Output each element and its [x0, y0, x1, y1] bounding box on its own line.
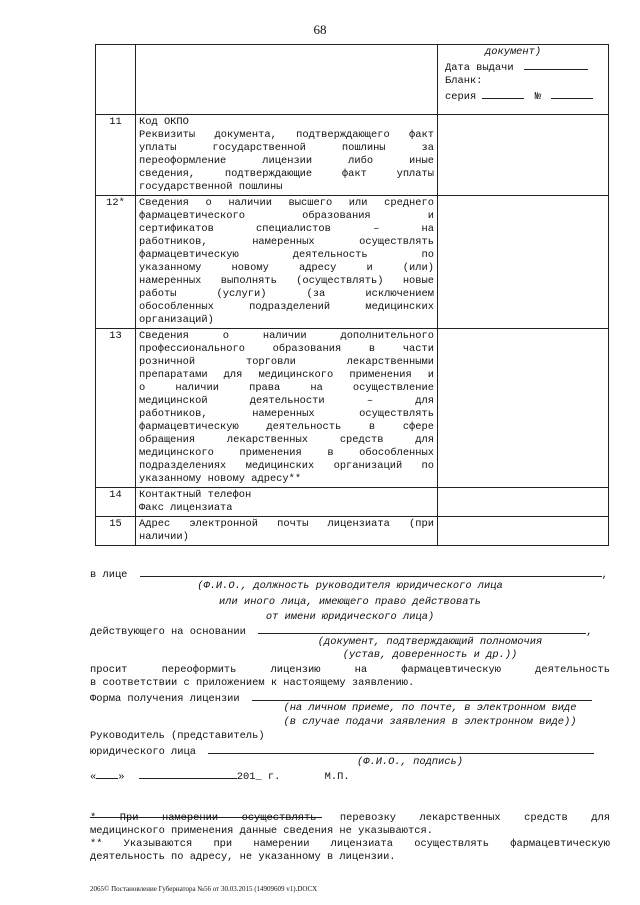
in-person-hint-1: (Ф.И.О., должность руководителя юридического лица	[197, 580, 503, 592]
row-text: Сведения о наличии дополнительного профессионального образования в части розничной торговли лекарственными препаратами для медицинского применения и о наличии права на осуществление медицинской деятельности – для работников, намеренных осуществлять фармацевтическую деятельность в сфере обращения лекарственных средств для медицинского применения в обособленных подразделениях медицинских организаций по указанному новому адресу**	[136, 329, 438, 488]
footnote-2: ** Указываются при намерении лицензиата осуществлять фармацевтическую	[90, 838, 610, 850]
form-of-receipt-field[interactable]: Форма получения лицензии	[90, 690, 610, 706]
head-label-1: Руководитель (представитель)	[90, 730, 265, 742]
table-row-issue	[96, 45, 609, 115]
row-value-cell[interactable]	[438, 329, 609, 488]
day-line[interactable]	[96, 768, 118, 779]
form-hint-2: (в случае подачи заявления в электронном виде))	[283, 716, 577, 728]
footnote-1: * При намерении осуществлять перевозку лекарственных средств для	[90, 812, 610, 824]
table-row	[96, 115, 609, 196]
head-signature-line[interactable]	[208, 743, 594, 754]
row-number: 14	[96, 488, 136, 517]
document-label: документ)	[485, 46, 542, 58]
footnotes: * При намерении осуществлять перевозку лекарственных средств для медицинского применения данные сведения не указываются. ** Указываются при намерении лицензиата осуществлять фармацевтическую деятельность по адресу, не указанному в лицензии.	[90, 812, 610, 863]
row-number: 11	[96, 115, 136, 196]
form-hint-1: (на личном приеме, по почте, в электронном виде	[283, 702, 577, 714]
date-stamp-row: « » 201_ г. М.П.	[90, 768, 610, 784]
head-signature-field[interactable]: юридического лица	[90, 743, 610, 759]
row-value-cell[interactable]	[438, 517, 609, 546]
blank-label: Бланк:	[445, 75, 483, 87]
head-hint: (Ф.И.О., подпись)	[356, 756, 463, 768]
row-value-cell[interactable]	[438, 196, 609, 329]
page-number: 68	[313, 22, 327, 37]
month-line[interactable]	[139, 768, 237, 779]
basis-hint-1: (документ, подтверждающий полномочия	[317, 636, 543, 648]
form-of-receipt-line[interactable]	[252, 690, 592, 701]
in-person-hint-2: или иного лица, имеющего право действовать	[219, 596, 481, 608]
in-person-field[interactable]: в лице ,	[90, 566, 610, 582]
request-text: просит переоформить лицензию на фармацевтическую деятельность в соответствии с приложением к настоящему заявлению.	[90, 664, 610, 689]
row-number: 15	[96, 517, 136, 546]
document-footer: 2065© Постановление Губернатора №56 от 30.03.2015 (14909609 v1).DOCX	[90, 885, 318, 893]
row-text: Код ОКПО Реквизиты документа, подтверждающего факт уплаты государственной пошлины за переоформление лицензии либо иные сведения, подтверждающие факт уплаты государственной пошлины	[136, 115, 438, 196]
series-number-field[interactable]: серия №	[445, 88, 605, 104]
basis-line[interactable]	[258, 623, 586, 634]
table-row	[96, 329, 609, 488]
number-line[interactable]	[551, 88, 593, 99]
in-person-line[interactable]	[140, 566, 602, 577]
in-person-hint-3: от имени юридического лица)	[265, 611, 435, 623]
basis-field[interactable]: действующего на основании ,	[90, 623, 610, 639]
issue-info-cell[interactable]	[438, 45, 609, 115]
issue-date-field[interactable]: Дата выдачи	[445, 59, 605, 75]
table-row	[96, 196, 609, 329]
row-text: Адрес электронной почты лицензиата (при наличии)	[136, 517, 438, 546]
row-text: Контактный телефон Факс лицензиата	[136, 488, 438, 517]
series-line[interactable]	[482, 88, 524, 99]
basis-hint-2: (устав, доверенность и др.))	[342, 649, 518, 661]
row-number-cell	[96, 45, 136, 115]
table-row	[96, 517, 609, 546]
license-form-table	[95, 44, 609, 546]
row-value-cell[interactable]	[438, 115, 609, 196]
row-text-cell	[136, 45, 438, 115]
issue-date-line[interactable]	[524, 59, 588, 70]
row-value-cell[interactable]	[438, 488, 609, 517]
row-number: 13	[96, 329, 136, 488]
stamp-label: М.П.	[324, 771, 350, 783]
row-text: Сведения о наличии высшего или среднего фармацевтического образования и сертификатов специалистов – на работников, намеренных осуществлять фармацевтическую деятельность по указанному новому адресу и (или) намеренных выполнять (осуществлять) новые работы (услуги) (за исключением обособленных подразделений медицинских организаций)	[136, 196, 438, 329]
table-row	[96, 488, 609, 517]
row-number: 12*	[96, 196, 136, 329]
